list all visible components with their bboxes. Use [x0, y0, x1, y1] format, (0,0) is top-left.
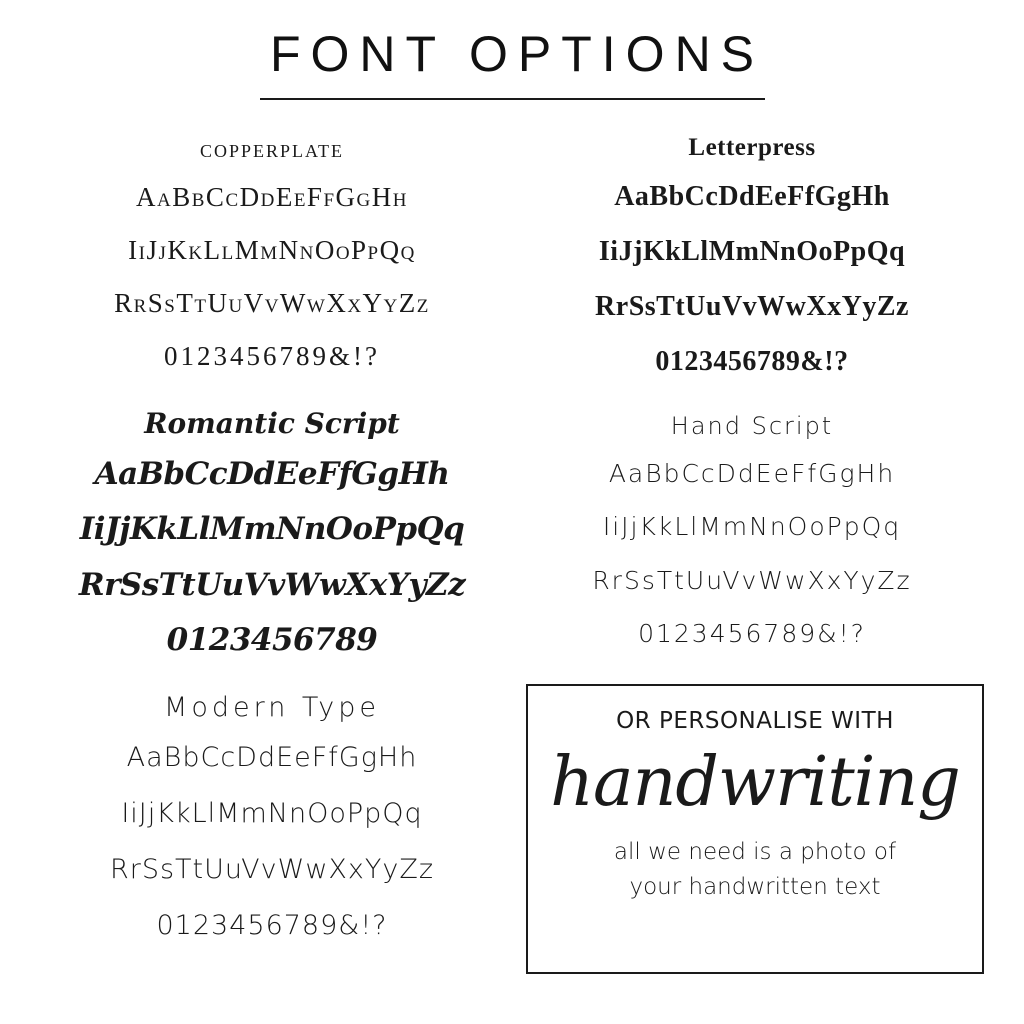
font-line-rz: RrSsTtUuVvWwXxYyZz — [78, 566, 466, 603]
font-line-iq: IiJjKkLlMmNnOoPpQq — [121, 797, 423, 829]
personalise-subtext-line-1: all we need is a photo of — [613, 838, 897, 865]
personalise-subtext-line-2: your handwritten text — [629, 874, 881, 901]
font-line-numerals: 0123456789&!? — [638, 619, 866, 648]
title-underline-divider — [260, 98, 765, 100]
font-line-iq: IiJjKkLlMmNnOoPpQq — [79, 511, 465, 548]
font-line-uppercase-ah: AaBbCcDdEeFfGgHh — [94, 455, 450, 492]
font-line-uppercase-ah: AaBbCcDdEeFfGgHh — [608, 458, 896, 488]
font-sample-copperplate[interactable] — [40, 134, 504, 381]
font-name-modern-type: Modern Type — [164, 691, 380, 723]
font-sample-letterpress[interactable] — [520, 134, 984, 386]
font-line-uppercase-ah: AaBbCcDdEeFfGgHh — [614, 180, 890, 212]
font-sample-hand-script[interactable] — [520, 412, 984, 658]
font-line-rz: RrSsTtUuVvWwXxYyZz — [109, 853, 435, 885]
font-line-iq: IiJjKkLlMmNnOoPpQq — [602, 512, 902, 541]
font-line-uppercase-ah: AaBbCcDdEeFfGgHh — [126, 741, 418, 773]
page-header — [40, 26, 984, 100]
font-name-letterpress: Letterpress — [688, 133, 816, 161]
personalise-heading: OR PERSONALISE WITH — [616, 707, 894, 734]
personalise-handwriting-word: handwriting — [550, 742, 960, 822]
font-sample-modern-type[interactable] — [40, 692, 504, 951]
font-line-numerals: 0123456789&!? — [164, 341, 380, 372]
left-column — [40, 134, 512, 977]
font-name-romantic-script: Romantic Script — [144, 406, 400, 440]
font-line-rz: RrSsTtUuVvWwXxYyZz — [114, 288, 430, 318]
personalise-handwriting-box[interactable] — [526, 684, 984, 974]
font-line-numerals: 0123456789 — [166, 622, 378, 659]
font-line-numerals: 0123456789&!? — [655, 345, 849, 377]
font-line-uppercase-ah: AaBbCcDdEeFfGgHh — [136, 181, 408, 212]
font-line-rz: RrSsTtUuVvWwXxYyZz — [595, 290, 909, 322]
font-name-copperplate: copperplate — [199, 133, 345, 163]
font-line-iq: IiJjKkLlMmNnOoPpQq — [128, 234, 416, 265]
right-column — [512, 134, 984, 977]
font-line-iq: IiJjKkLlMmNnOoPpQq — [598, 235, 906, 267]
font-columns — [40, 134, 984, 977]
font-name-hand-script: Hand Script — [670, 411, 834, 440]
font-line-rz: RrSsTtUuVvWwXxYyZz — [592, 565, 912, 595]
page-title: FONT OPTIONS — [269, 26, 765, 82]
font-line-numerals: 0123456789&!? — [156, 909, 388, 941]
font-sample-romantic-script[interactable] — [40, 407, 504, 666]
